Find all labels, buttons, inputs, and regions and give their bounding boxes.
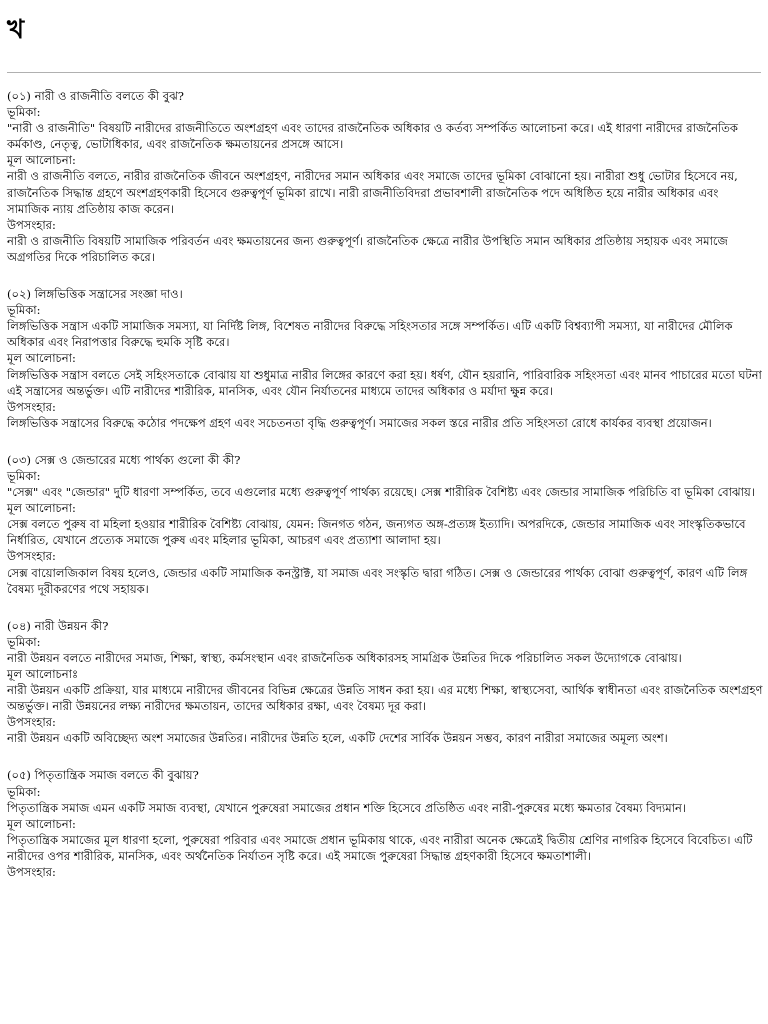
horizontal-divider: [7, 72, 761, 73]
conclusion-text: লিঙ্গভিত্তিক সন্ত্রাসের বিরুদ্ধে কঠোর পদক্ষেপ গ্রহণ এবং সচেতনতা বৃদ্ধি গুরুত্বপূর্ণ। সমাজের সকল স্তরে নারীর প্রতি সহিংসতা রোধে কার্যকর ব্যবস্থা প্রয়োজন।: [7, 415, 712, 430]
question-block-3: [7, 452, 764, 597]
conclusion-text: সেক্স বায়োলজিকাল বিষয় হলেও, জেন্ডার একটি সামাজিক কনস্ট্রাক্ট, যা সমাজ এবং সংস্কৃতি দ্বারা গঠিত। সেক্স ও জেন্ডারের পার্থক্য বোঝা গুরুত্বপূর্ণ, কারণ এটি লিঙ্গ বৈষম্য দূরীকরণের পথে সহায়ক।: [7, 565, 748, 596]
main-discussion-text: নারী ও রাজনীতি বলতে, নারীর রাজনৈতিক জীবনে অংশগ্রহণ, নারীদের সমান অধিকার এবং সমাজে তাদের ভূমিকা বোঝানো হয়। নারীরা শুধু ভোটার হিসেবে নয়, রাজনৈতিক সিদ্ধান্ত গ্রহণে অংশগ্রহণকারী হিসেবে গুরুত্বপূর্ণ ভূমিকা রাখে। নারী রাজনীতিবিদরা প্রভাবশালী রাজনৈতিক পদে অধিষ্ঠিত হয়ে নারীর অধিকার এবং সামাজিক ন্যায় প্রতিষ্ঠায় কাজ করেন।: [7, 169, 738, 216]
conclusion-label: উপসংহার:: [7, 865, 56, 880]
intro-text: লিঙ্গভিত্তিক সন্ত্রাস একটি সামাজিক সমস্যা, যা নির্দিষ্ট লিঙ্গ, বিশেষত নারীদের বিরুদ্ধে সহিংসতার সঙ্গে সম্পর্কিত। এটি একটি বিশ্বব্যাপী সমস্যা, যা নারীদের মৌলিক অধিকার এবং নিরাপত্তার বিরুদ্ধে হুমকি সৃষ্টি করে।: [7, 319, 733, 350]
intro-label: ভূমিকা:: [7, 634, 41, 649]
main-discussion-label: মূল আলোচনা:: [7, 351, 76, 366]
intro-label: ভূমিকা:: [7, 784, 41, 799]
main-discussion-label: মূল আলোচনা:: [7, 501, 76, 516]
conclusion-label: উপসংহার:: [7, 399, 56, 414]
question-title: (০৩) সেক্স ও জেন্ডারের মধ্যে পার্থক্য গুলো কী কী?: [7, 452, 241, 467]
intro-label: ভূমিকা:: [7, 303, 41, 318]
main-discussion-label: মূল আলোচনা:: [7, 816, 76, 831]
intro-text: "নারী ও রাজনীতি" বিষয়টি নারীদের রাজনীতিতে অংশগ্রহণ এবং তাদের রাজনৈতিক অধিকার ও কর্তব্য সম্পর্কিত আলোচনা করে। এই ধারণা নারীদের রাজনৈতিক কর্মকাণ্ড, নেতৃত্ব, ভোটাধিকার, এবং রাজনৈতিক ক্ষমতায়নের প্রসঙ্গে আসে।: [7, 121, 738, 152]
intro-text: নারী উন্নয়ন বলতে নারীদের সমাজ, শিক্ষা, স্বাস্থ্য, কর্মসংস্থান এবং রাজনৈতিক অধিকারসহ সামগ্রিক উন্নতির দিকে পরিচালিত সকল উদ্যোগকে বোঝায়।: [7, 650, 682, 665]
page-heading: খ: [7, 15, 25, 45]
conclusion-text: নারী ও রাজনীতি বিষয়টি সামাজিক পরিবর্তন এবং ক্ষমতায়নের জন্য গুরুত্বপূর্ণ। রাজনৈতিক ক্ষেত্রে নারীর উপস্থিতি সমান অধিকার প্রতিষ্ঠায় সহায়ক এবং সমাজে অগ্রগতির দিকে পরিচালিত করে।: [7, 233, 728, 264]
main-discussion-label: মূল আলোচনাঃ: [7, 667, 79, 681]
question-title: (০২) লিঙ্গভিত্তিক সন্ত্রাসের সংজ্ঞা দাও।: [7, 287, 183, 302]
question-block-5: [7, 767, 764, 880]
question-title: (০৪) নারী উন্নয়ন কী?: [7, 618, 109, 633]
main-discussion-text: নারী উন্নয়ন একটি প্রক্রিয়া, যার মাধ্যমে নারীদের জীবনের বিভিন্ন ক্ষেত্রের উন্নতি সাধন করা হয়। এর মধ্যে শিক্ষা, স্বাস্থ্যসেবা, আর্থিক স্বাধীনতা এবং রাজনৈতিক অংশগ্রহণ অন্তর্ভুক্ত। নারী উন্নয়নের লক্ষ্য নারীদের ক্ষমতায়ন, তাদের অধিকার রক্ষা, এবং বৈষম্য দূর করা।: [7, 683, 763, 714]
question-block-2: [7, 286, 764, 431]
conclusion-label: উপসংহার:: [7, 549, 56, 564]
main-discussion-text: লিঙ্গভিত্তিক সন্ত্রাস বলতে সেই সহিংসতাকে বোঝায় যা শুধুমাত্র নারীর লিঙ্গের কারণে করা হয়। ধর্ষণ, যৌন হয়রানি, পারিবারিক সহিংসতা এবং মানব পাচারের মতো ঘটনা এই সন্ত্রাসের অন্তর্ভুক্ত। এটি নারীদের শারীরিক, মানসিক, এবং যৌন নির্যাতনের মাধ্যমে তাদের অধিকার ও মর্যাদা ক্ষুন্ন করে।: [7, 367, 762, 398]
intro-label: ভূমিকা:: [7, 468, 41, 483]
conclusion-text: নারী উন্নয়ন একটি অবিচ্ছেদ্য অংশ সমাজের উন্নতির। নারীদের উন্নতি হলে, একটি দেশের সার্বিক উন্নয়ন সম্ভব, কারণ নারীরা সমাজের অমূল্য অংশ।: [7, 731, 668, 746]
intro-text: পিতৃতান্ত্রিক সমাজ এমন একটি সমাজ ব্যবস্থা, যেখানে পুরুষেরা সমাজের প্রধান শক্তি হিসেবে প্রতিষ্ঠিত এবং নারী-পুরুষের মধ্যে ক্ষমতার বৈষম্য বিদ্যমান।: [7, 800, 686, 815]
conclusion-label: উপসংহার:: [7, 715, 56, 730]
question-block-4: [7, 618, 764, 747]
document-body: [7, 88, 764, 901]
intro-label: ভূমিকা:: [7, 105, 41, 120]
main-discussion-text: সেক্স বলতে পুরুষ বা মহিলা হওয়ার শারীরিক বৈশিষ্ট্য বোঝায়, যেমন: জিনগত গঠন, জন্যগত অঙ্গ-প্রত্যঙ্গ ইত্যাদি। অপরদিকে, জেন্ডার সামাজিক এবং সাংস্কৃতিকভাবে নির্ধারিত, যেখানে প্রত্যেক সমাজে পুরুষ এবং মহিলার ভূমিকা, আচরণ এবং প্রত্যাশা আলাদা হয়।: [7, 517, 746, 548]
intro-text: "সেক্স" এবং "জেন্ডার" দুটি ধারণা সম্পর্কিত, তবে এগুলোর মধ্যে গুরুত্বপূর্ণ পার্থক্য রয়েছে। সেক্স শারীরিক বৈশিষ্ট্য এবং জেন্ডার সামাজিক পরিচিতি বা ভূমিকা বোঝায়।: [7, 485, 755, 500]
conclusion-label: উপসংহার:: [7, 217, 56, 232]
main-discussion-text: পিতৃতান্ত্রিক সমাজের মূল ধারণা হলো, পুরুষেরা পরিবার এবং সমাজে প্রধান ভূমিকায় থাকে, এবং নারীরা অনেক ক্ষেত্রেই দ্বিতীয় শ্রেণির নাগরিক হিসেবে বিবেচিত। এটি নারীদের ওপর শারীরিক, মানসিক, এবং অর্থনৈতিক নির্যাতন সৃষ্টি করে। এই সমাজে পুরুষেরা সিদ্ধান্ত গ্রহণকারী হিসেবে ক্ষমতাশালী।: [7, 832, 753, 863]
main-discussion-label: মূল আলোচনা:: [7, 153, 76, 168]
question-title: (০৫) পিতৃতান্ত্রিক সমাজ বলতে কী বুঝায়?: [7, 768, 199, 783]
question-title: (০১) নারী ও রাজনীতি বলতে কী বুঝ?: [7, 89, 184, 103]
question-block-1: [7, 88, 764, 265]
